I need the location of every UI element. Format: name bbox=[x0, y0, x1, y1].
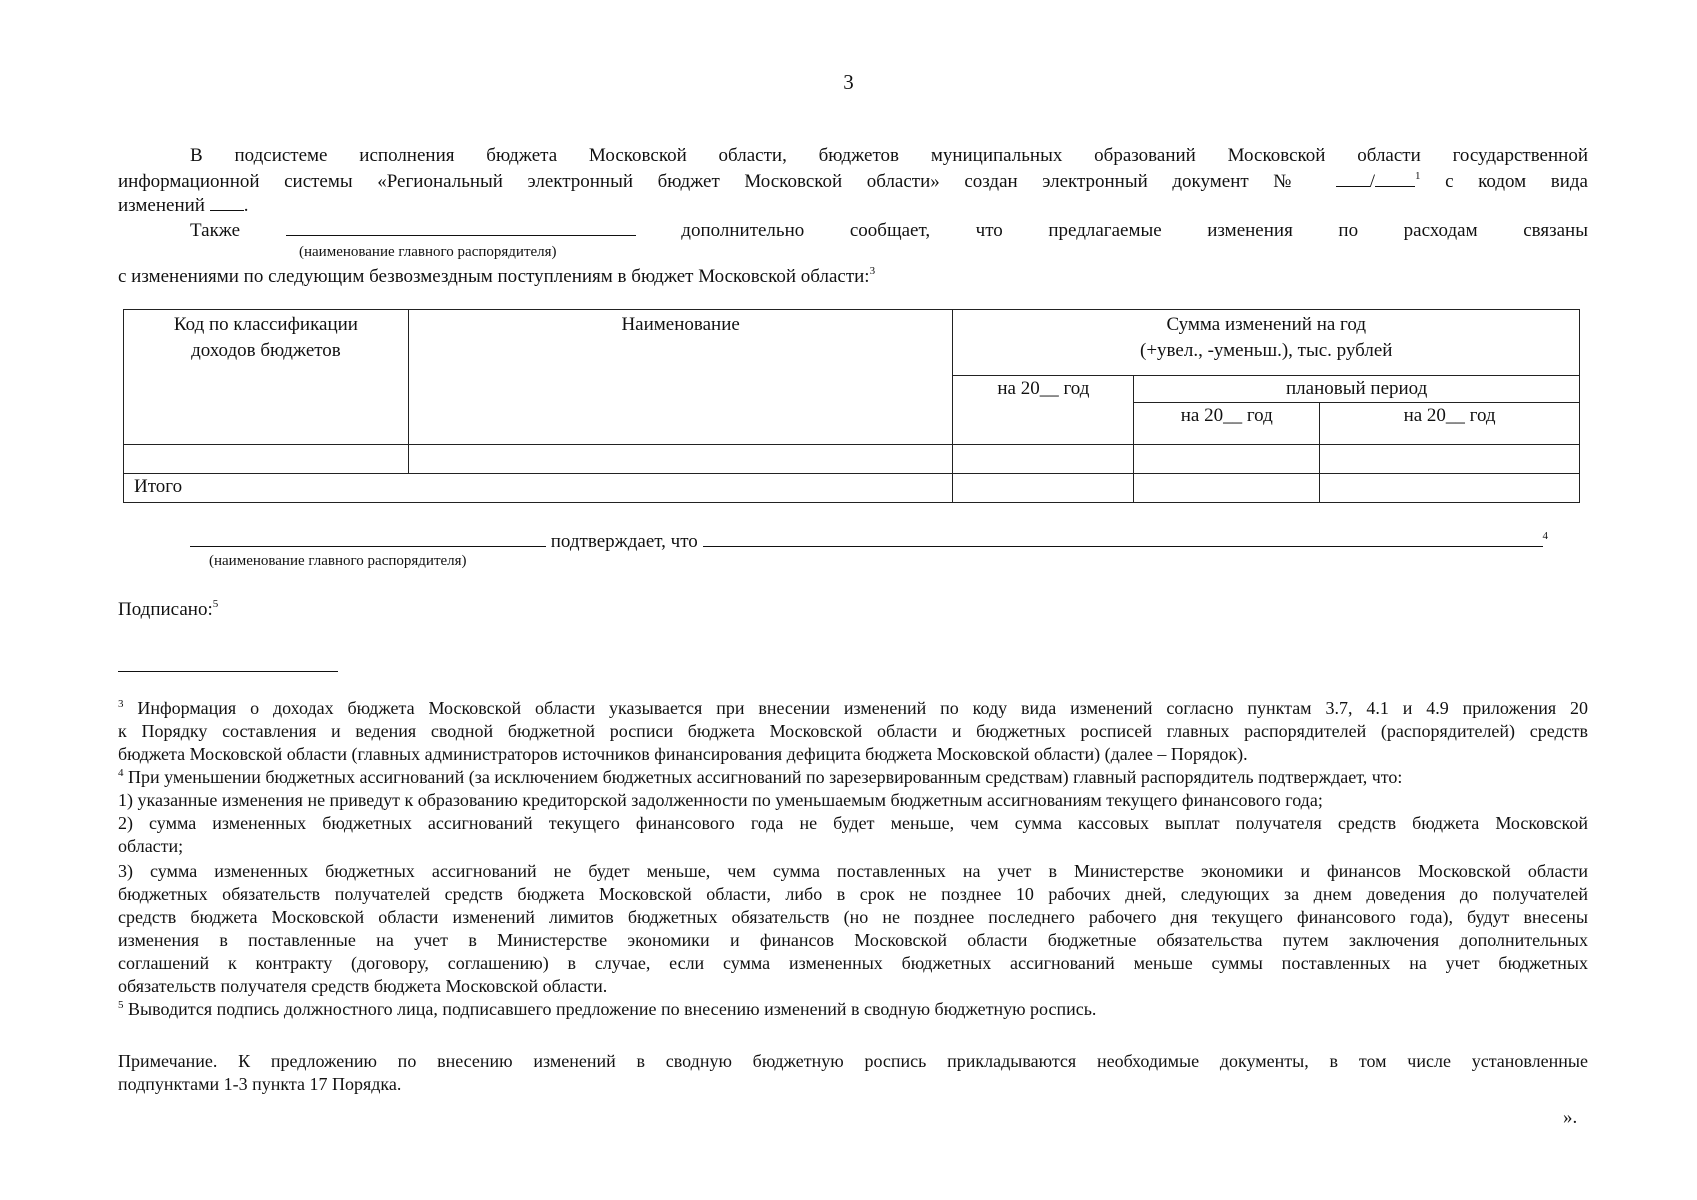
footnote-3-line1: $^3$ Информация о доходах бюджета Московской области указывается при внесении изменений по коду вида изменений согласно пунктам 3.7, 4.1 и 4.9 приложения 20 bbox=[118, 698, 1588, 718]
footnote-4-item2-line1: 2) сумма измененных бюджетных ассигнований текущего финансового года не будет меньше, чем сумма кассовых выплат получателя средств бюджета Московской bbox=[118, 813, 1588, 833]
para1-line2: информационной системы «Региональный электронный бюджет Московской области» создан электронный документ № / $^1$ с кодом вида bbox=[118, 170, 1588, 192]
closing-quote: ». bbox=[1563, 1107, 1578, 1128]
footnote-4-item3-line4: изменения в поставленные на учет в Министерстве экономики и финансов Московской области бюджетные обязательства путем заключения дополнительных bbox=[118, 930, 1588, 950]
total-year-plan1 bbox=[1134, 474, 1320, 503]
para1-line1: В подсистеме исполнения бюджета Московской области, бюджетов муниципальных образований Московской области государственной bbox=[190, 145, 1588, 166]
header-name: Наименование bbox=[408, 310, 953, 445]
cell-name bbox=[408, 445, 953, 474]
header-year-plan2: на 20__ год bbox=[1320, 403, 1580, 445]
footnote-4-line1: $^4$ При уменьшении бюджетных ассигнований (за исключением бюджетных ассигнований по зарезервированным средствам) главный распорядитель подтверждает, что: bbox=[118, 767, 1403, 787]
footnote-4-item3-line3: средств бюджета Московской области изменений лимитов бюджетных обязательств (но не позднее последнего рабочего дня текущего финансового года), будут внесены bbox=[118, 907, 1588, 927]
header-year-current: на 20__ год bbox=[953, 376, 1134, 445]
total-year-plan2 bbox=[1320, 474, 1580, 503]
footnote-separator bbox=[118, 671, 338, 672]
header-planning-period: плановый период bbox=[1134, 376, 1580, 403]
footnote-5-line1: $^5$ Выводится подпись должностного лица, подписавшего предложение по внесению изменений в сводную бюджетную роспись. bbox=[118, 999, 1097, 1019]
note-line2: подпунктами 1-3 пункта 17 Порядка. bbox=[118, 1074, 402, 1094]
page-number: 3 bbox=[843, 70, 854, 94]
footnote-4-item1: 1) указанные изменения не приведут к образованию кредиторской задолженности по уменьшаемым бюджетным ассигнованиям текущего финансового года; bbox=[118, 790, 1323, 810]
para2-line2: с изменениями по следующим безвозмездным поступлениям в бюджет Московской области:$^3$ bbox=[118, 265, 876, 287]
header-year-plan1: на 20__ год bbox=[1134, 403, 1320, 445]
para2-line1: Также дополнительно сообщает, что предлагаемые изменения по расходам связаны bbox=[190, 217, 1588, 243]
total-label: Итого bbox=[124, 474, 953, 503]
cell-year-plan2 bbox=[1320, 445, 1580, 474]
para1-line3: изменений . bbox=[118, 192, 248, 218]
footnote-3-line2: к Порядку составления и ведения сводной бюджетной росписи бюджета Московской области и бюджетных росписей главных распорядителей (распорядителей) средств bbox=[118, 721, 1588, 741]
footnote-4-item3-line1: 3) сумма измененных бюджетных ассигнований не будет меньше, чем сумма поставленных на учет в Министерстве экономики и финансов Московской области bbox=[118, 861, 1588, 881]
footnote-4-item3-line6: обязательств получателя средств бюджета Московской области. bbox=[118, 976, 608, 996]
note-line1: Примечание. К предложению по внесению изменений в сводную бюджетную роспись прикладываются необходимые документы, в том числе установленные bbox=[118, 1051, 1588, 1071]
total-year-current bbox=[953, 474, 1134, 503]
footnote-4-item3-line2: бюджетных обязательств получателей средств бюджета Московской области, либо в срок не позднее 10 рабочих дней, следующих за днем доведения до получателей bbox=[118, 884, 1588, 904]
cell-code bbox=[124, 445, 409, 474]
table-row bbox=[124, 445, 1580, 474]
header-code: Код по классификации доходов бюджетов bbox=[124, 310, 409, 445]
footnote-3-line3: бюджета Московской области (главных администраторов источников финансирования дефицита бюджета Московской области) (далее – Порядок). bbox=[118, 744, 1248, 764]
cell-year-current bbox=[953, 445, 1134, 474]
header-sum: Сумма изменений на год (+увел., -уменьш.), тыс. рублей bbox=[953, 310, 1580, 376]
confirm-line: подтверждает, что $^4$ bbox=[190, 528, 1548, 554]
income-table bbox=[123, 309, 1580, 503]
confirm-caption: (наименование главного распорядителя) bbox=[209, 553, 467, 569]
table-total-row bbox=[124, 474, 1580, 503]
signed-label: Подписано:$^5$ bbox=[118, 598, 219, 620]
footnote-4-item2-line2: области; bbox=[118, 836, 184, 856]
para2-caption: (наименование главного распорядителя) bbox=[299, 244, 557, 260]
cell-year-plan1 bbox=[1134, 445, 1320, 474]
footnote-4-item3-line5: соглашений к контракту (договору, соглашению) в случае, если сумма измененных бюджетных ассигнований меньше суммы поставленных на учет бюджетных bbox=[118, 953, 1588, 973]
